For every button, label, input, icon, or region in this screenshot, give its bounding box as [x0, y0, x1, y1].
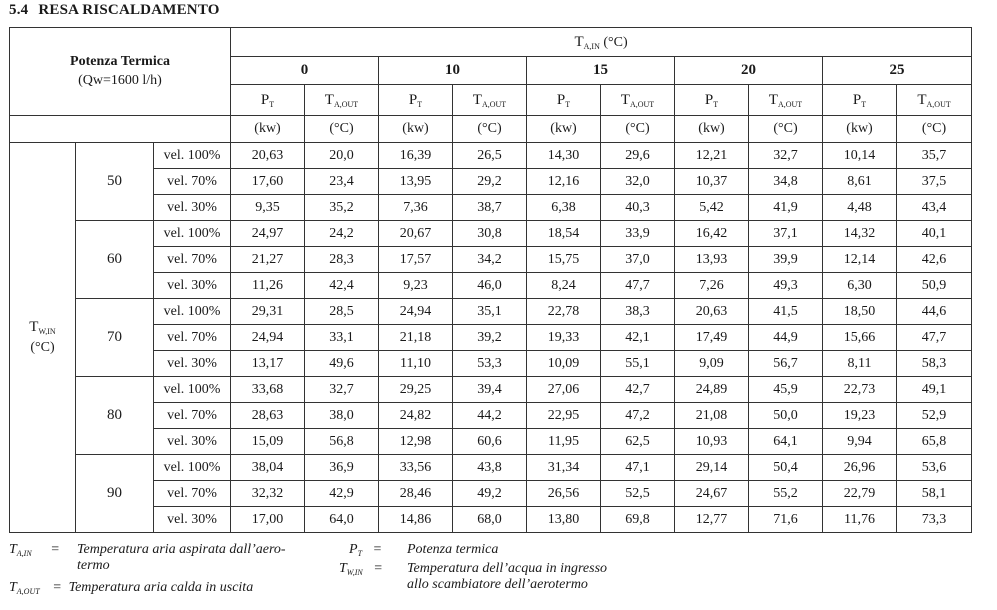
- pt-value: 20,63: [675, 299, 749, 325]
- table-row: [10, 325, 972, 351]
- ta-out-value: 47,7: [897, 325, 972, 351]
- ta-out-value: 30,8: [453, 221, 527, 247]
- water-temp-50: 50: [76, 143, 154, 221]
- pt-value: 19,23: [823, 403, 897, 429]
- ta-out-value: 20,0: [305, 143, 379, 169]
- ta-out-value: 42,9: [305, 481, 379, 507]
- water-temp-60: 60: [76, 221, 154, 299]
- ta-out-value: 46,0: [453, 273, 527, 299]
- ta-out-value: 62,5: [601, 429, 675, 455]
- pt-value: 15,66: [823, 325, 897, 351]
- ta-out-value: 43,4: [897, 195, 972, 221]
- ta-out-value: 56,7: [749, 351, 823, 377]
- pt-value: 17,00: [231, 507, 305, 533]
- ta-out-value: 37,1: [749, 221, 823, 247]
- table-row: [10, 195, 972, 221]
- pt-value: 33,56: [379, 455, 453, 481]
- pt-value: 24,94: [231, 325, 305, 351]
- pt-value: 26,96: [823, 455, 897, 481]
- pt-value: 21,08: [675, 403, 749, 429]
- ta-out-value: 64,0: [305, 507, 379, 533]
- pt-value: 29,31: [231, 299, 305, 325]
- ta-out-value: 55,2: [749, 481, 823, 507]
- legend-tw-in-desc: Temperatura dell’acqua in ingresso allo scambiatore dell’aerotermo: [407, 561, 608, 592]
- ta-out-value: 71,6: [749, 507, 823, 533]
- pt-value: 26,56: [527, 481, 601, 507]
- potenza-title: Potenza Termica: [70, 54, 170, 69]
- table-row: [10, 403, 972, 429]
- pt-value: 38,04: [231, 455, 305, 481]
- pt-value: 7,36: [379, 195, 453, 221]
- pt-value: 18,54: [527, 221, 601, 247]
- ta-out-value: 41,9: [749, 195, 823, 221]
- temp-header-25: 25: [823, 57, 972, 85]
- ta-out-label: $T_{A,OUT}$: [453, 85, 527, 116]
- pt-label: $P_T$: [379, 85, 453, 116]
- pt-value: 9,23: [379, 273, 453, 299]
- pt-value: 19,33: [527, 325, 601, 351]
- ta-out-value: 36,9: [305, 455, 379, 481]
- water-temp-80: 80: [76, 377, 154, 455]
- ta-out-value: 50,9: [897, 273, 972, 299]
- ta-out-value: 44,9: [749, 325, 823, 351]
- ta-out-value: 24,2: [305, 221, 379, 247]
- ta-out-value: 45,9: [749, 377, 823, 403]
- unit-celsius: (°C): [749, 116, 823, 143]
- pt-value: 10,37: [675, 169, 749, 195]
- pt-value: 17,49: [675, 325, 749, 351]
- table-row: [10, 429, 972, 455]
- pt-value: 17,57: [379, 247, 453, 273]
- potenza-subtitle: (Qw=1600 l/h): [78, 73, 162, 88]
- unit-celsius: (°C): [305, 116, 379, 143]
- pt-value: 20,63: [231, 143, 305, 169]
- pt-value: 14,86: [379, 507, 453, 533]
- pt-value: 18,50: [823, 299, 897, 325]
- pt-value: 8,11: [823, 351, 897, 377]
- fan-speed: vel. 100%: [154, 299, 231, 325]
- ta-out-value: 44,2: [453, 403, 527, 429]
- legend: [9, 542, 969, 606]
- ta-out-value: 42,4: [305, 273, 379, 299]
- temp-header-0: 0: [231, 57, 379, 85]
- ta-out-value: 69,8: [601, 507, 675, 533]
- pt-value: 24,97: [231, 221, 305, 247]
- ta-out-value: 49,2: [453, 481, 527, 507]
- pt-value: 13,95: [379, 169, 453, 195]
- ta-out-value: 53,6: [897, 455, 972, 481]
- ta-out-value: 23,4: [305, 169, 379, 195]
- ta-out-value: 64,1: [749, 429, 823, 455]
- ta-out-label: $T_{A,OUT}$: [305, 85, 379, 116]
- pt-value: 15,75: [527, 247, 601, 273]
- ta-out-value: 41,5: [749, 299, 823, 325]
- pt-value: 5,42: [675, 195, 749, 221]
- fan-speed: vel. 70%: [154, 403, 231, 429]
- pt-value: 11,76: [823, 507, 897, 533]
- section-heading: RESA RISCALDAMENTO: [38, 2, 220, 18]
- ta-out-value: 49,1: [897, 377, 972, 403]
- pt-value: 12,14: [823, 247, 897, 273]
- ta-out-value: 50,0: [749, 403, 823, 429]
- ta-in-header: $T_{A,IN}$ (°C): [231, 28, 972, 57]
- ta-out-value: 42,1: [601, 325, 675, 351]
- ta-out-value: 35,1: [453, 299, 527, 325]
- ta-out-value: 39,9: [749, 247, 823, 273]
- legend-pt-desc: Potenza termica: [407, 542, 499, 557]
- ta-out-value: 33,9: [601, 221, 675, 247]
- ta-out-value: 28,3: [305, 247, 379, 273]
- pt-value: 32,32: [231, 481, 305, 507]
- water-temp-70: 70: [76, 299, 154, 377]
- ta-out-value: 35,2: [305, 195, 379, 221]
- ta-out-value: 32,0: [601, 169, 675, 195]
- fan-speed: vel. 100%: [154, 377, 231, 403]
- ta-out-value: 34,2: [453, 247, 527, 273]
- pt-value: 28,63: [231, 403, 305, 429]
- ta-out-value: 33,1: [305, 325, 379, 351]
- section-number: 5.4: [9, 2, 29, 18]
- fan-speed: vel. 70%: [154, 481, 231, 507]
- table-row: [10, 351, 972, 377]
- pt-value: 14,30: [527, 143, 601, 169]
- pt-value: 13,93: [675, 247, 749, 273]
- ta-out-value: 55,1: [601, 351, 675, 377]
- pt-label: $P_T$: [527, 85, 601, 116]
- ta-out-value: 53,3: [453, 351, 527, 377]
- unit-celsius: (°C): [453, 116, 527, 143]
- ta-out-value: 32,7: [749, 143, 823, 169]
- ta-out-value: 50,4: [749, 455, 823, 481]
- fan-speed: vel. 100%: [154, 455, 231, 481]
- pt-value: 12,21: [675, 143, 749, 169]
- pt-value: 16,42: [675, 221, 749, 247]
- unit-kw: (kw): [231, 116, 305, 143]
- temp-header-20: 20: [675, 57, 823, 85]
- table-row: [10, 273, 972, 299]
- fan-speed: vel. 30%: [154, 273, 231, 299]
- ta-out-value: 58,1: [897, 481, 972, 507]
- pt-value: 11,10: [379, 351, 453, 377]
- ta-out-value: 60,6: [453, 429, 527, 455]
- pt-value: 22,73: [823, 377, 897, 403]
- table-row: [10, 169, 972, 195]
- legend-ta-out: $T_{A,OUT}$ = Temperatura aria calda in uscita: [9, 580, 254, 596]
- legend-ta-in: $T_{A,IN}$ =: [9, 542, 60, 558]
- unit-celsius: (°C): [601, 116, 675, 143]
- potenza-header: [10, 28, 231, 116]
- pt-value: 29,14: [675, 455, 749, 481]
- pt-value: 13,17: [231, 351, 305, 377]
- pt-label: $P_T$: [231, 85, 305, 116]
- pt-value: 9,94: [823, 429, 897, 455]
- ta-out-value: 39,2: [453, 325, 527, 351]
- pt-value: 24,94: [379, 299, 453, 325]
- legend-ta-in-desc: Temperatura aria aspirata dall’aero- termo: [77, 542, 286, 573]
- pt-value: 6,38: [527, 195, 601, 221]
- pt-value: 8,24: [527, 273, 601, 299]
- ta-out-value: 37,5: [897, 169, 972, 195]
- ta-out-value: 37,0: [601, 247, 675, 273]
- fan-speed: vel. 30%: [154, 507, 231, 533]
- unit-celsius: (°C): [897, 116, 972, 143]
- table-row: [10, 143, 972, 169]
- ta-out-value: 40,3: [601, 195, 675, 221]
- pt-value: 11,26: [231, 273, 305, 299]
- pt-value: 21,27: [231, 247, 305, 273]
- ta-out-label: $T_{A,OUT}$: [897, 85, 972, 116]
- legend-tw-in: $T_{W,IN}$ =: [339, 561, 383, 577]
- water-temp-90: 90: [76, 455, 154, 533]
- ta-out-value: 38,3: [601, 299, 675, 325]
- unit-spacer: [10, 116, 231, 143]
- heating-output-table: [9, 27, 972, 533]
- legend-pt: $P_T$ =: [349, 542, 382, 558]
- pt-value: 24,82: [379, 403, 453, 429]
- pt-value: 28,46: [379, 481, 453, 507]
- ta-out-value: 44,6: [897, 299, 972, 325]
- table-row: [10, 221, 972, 247]
- pt-value: 13,80: [527, 507, 601, 533]
- pt-value: 9,35: [231, 195, 305, 221]
- table-row: [10, 377, 972, 403]
- pt-value: 15,09: [231, 429, 305, 455]
- ta-out-value: 52,9: [897, 403, 972, 429]
- ta-out-value: 49,6: [305, 351, 379, 377]
- ta-out-value: 52,5: [601, 481, 675, 507]
- unit-kw: (kw): [379, 116, 453, 143]
- ta-out-value: 73,3: [897, 507, 972, 533]
- pt-value: 31,34: [527, 455, 601, 481]
- pt-value: 6,30: [823, 273, 897, 299]
- ta-out-value: 47,7: [601, 273, 675, 299]
- pt-value: 10,14: [823, 143, 897, 169]
- table-row: [10, 481, 972, 507]
- ta-out-value: 49,3: [749, 273, 823, 299]
- temp-header-10: 10: [379, 57, 527, 85]
- table-row: [10, 299, 972, 325]
- ta-out-value: 65,8: [897, 429, 972, 455]
- pt-value: 16,39: [379, 143, 453, 169]
- pt-value: 29,25: [379, 377, 453, 403]
- fan-speed: vel. 30%: [154, 429, 231, 455]
- ta-out-value: 32,7: [305, 377, 379, 403]
- table-row: [10, 507, 972, 533]
- ta-out-value: 29,2: [453, 169, 527, 195]
- pt-value: 20,67: [379, 221, 453, 247]
- ta-out-value: 42,7: [601, 377, 675, 403]
- pt-value: 33,68: [231, 377, 305, 403]
- pt-value: 24,67: [675, 481, 749, 507]
- pt-value: 22,79: [823, 481, 897, 507]
- pt-value: 22,78: [527, 299, 601, 325]
- pt-value: 10,09: [527, 351, 601, 377]
- ta-out-value: 68,0: [453, 507, 527, 533]
- pt-value: 14,32: [823, 221, 897, 247]
- table-row: [10, 455, 972, 481]
- ta-out-value: 42,6: [897, 247, 972, 273]
- pt-value: 12,98: [379, 429, 453, 455]
- pt-value: 8,61: [823, 169, 897, 195]
- ta-out-value: 29,6: [601, 143, 675, 169]
- pt-value: 17,60: [231, 169, 305, 195]
- temp-header-15: 15: [527, 57, 675, 85]
- ta-out-value: 28,5: [305, 299, 379, 325]
- pt-value: 10,93: [675, 429, 749, 455]
- ta-out-label: $T_{A,OUT}$: [749, 85, 823, 116]
- pt-value: 4,48: [823, 195, 897, 221]
- pt-value: 7,26: [675, 273, 749, 299]
- unit-kw: (kw): [527, 116, 601, 143]
- ta-out-value: 39,4: [453, 377, 527, 403]
- ta-out-label: $T_{A,OUT}$: [601, 85, 675, 116]
- tw-in-label: $T_{W,IN}$ (°C): [10, 143, 76, 533]
- unit-kw: (kw): [823, 116, 897, 143]
- pt-label: $P_T$: [675, 85, 749, 116]
- fan-speed: vel. 70%: [154, 325, 231, 351]
- fan-speed: vel. 30%: [154, 351, 231, 377]
- pt-value: 22,95: [527, 403, 601, 429]
- ta-out-value: 47,1: [601, 455, 675, 481]
- pt-value: 11,95: [527, 429, 601, 455]
- fan-speed: vel. 100%: [154, 221, 231, 247]
- ta-out-value: 35,7: [897, 143, 972, 169]
- fan-speed: vel. 70%: [154, 169, 231, 195]
- table-row: [10, 247, 972, 273]
- fan-speed: vel. 30%: [154, 195, 231, 221]
- ta-out-value: 34,8: [749, 169, 823, 195]
- pt-value: 24,89: [675, 377, 749, 403]
- pt-value: 12,16: [527, 169, 601, 195]
- pt-value: 9,09: [675, 351, 749, 377]
- ta-out-value: 47,2: [601, 403, 675, 429]
- fan-speed: vel. 70%: [154, 247, 231, 273]
- section-title: [9, 2, 220, 19]
- ta-out-value: 38,0: [305, 403, 379, 429]
- ta-out-value: 43,8: [453, 455, 527, 481]
- pt-value: 21,18: [379, 325, 453, 351]
- pt-label: $P_T$: [823, 85, 897, 116]
- ta-out-value: 58,3: [897, 351, 972, 377]
- pt-value: 12,77: [675, 507, 749, 533]
- ta-out-value: 38,7: [453, 195, 527, 221]
- ta-out-value: 56,8: [305, 429, 379, 455]
- ta-out-value: 26,5: [453, 143, 527, 169]
- fan-speed: vel. 100%: [154, 143, 231, 169]
- ta-out-value: 40,1: [897, 221, 972, 247]
- unit-kw: (kw): [675, 116, 749, 143]
- pt-value: 27,06: [527, 377, 601, 403]
